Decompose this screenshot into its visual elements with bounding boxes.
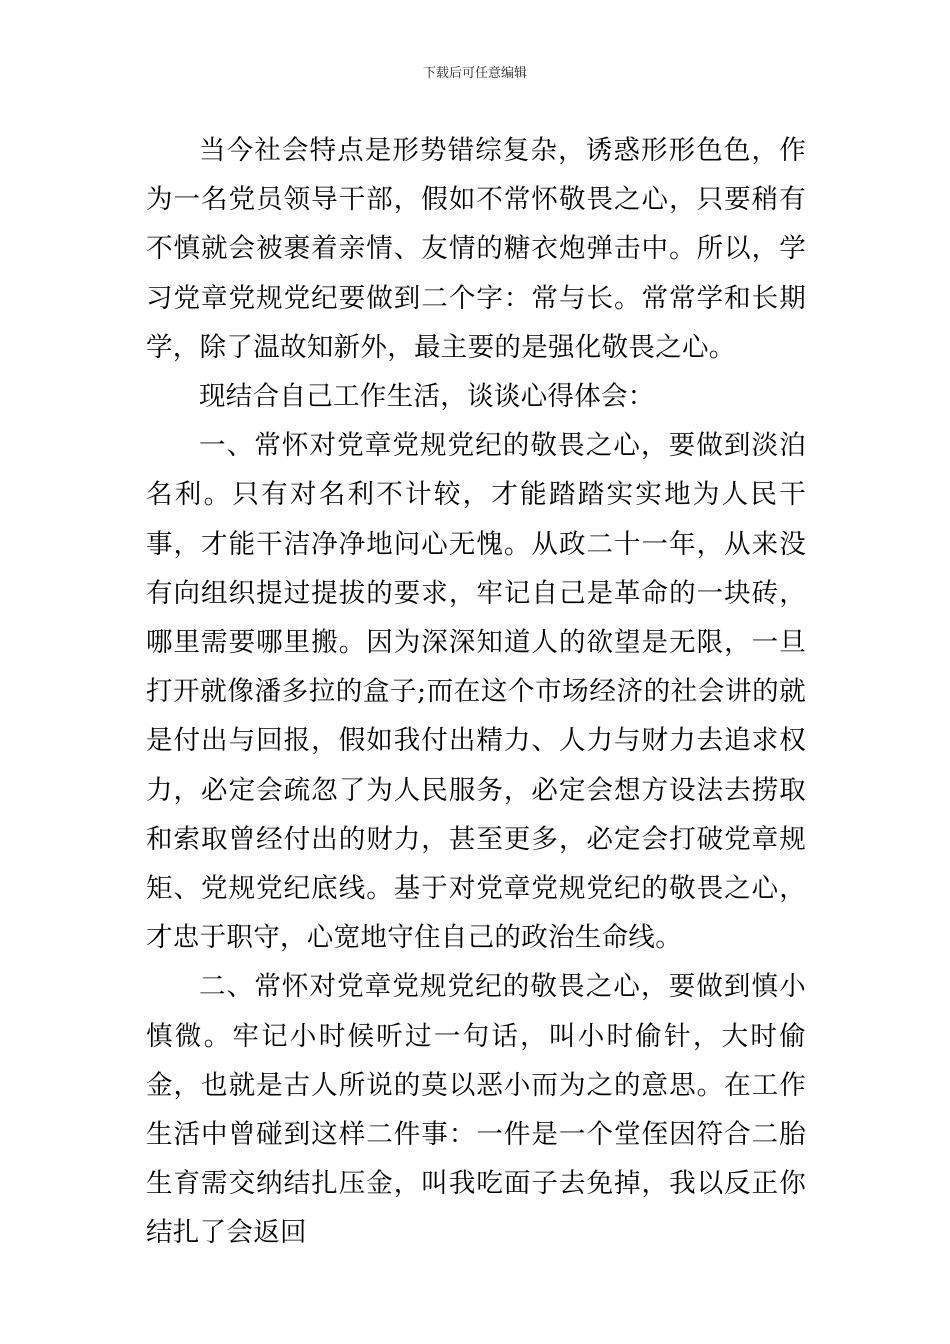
- paragraph: 当今社会特点是形势错综复杂，诱惑形形色色，作为一名党员领导干部，假如不常怀敬畏之心，只要稍有不慎就会被裹着亲情、友情的糖衣炮弹击中。所以，学习党章党规党纪要做到二个字：常与长。常常学和长期学，除了温故知新外，最主要的是强化敬畏之心。: [146, 135, 806, 363]
- page-header: 下载后可任意编辑: [422, 66, 527, 81]
- paragraph: 一、常怀对党章党规党纪的敬畏之心，要做到淡泊名利。只有对名利不计较，才能踏踏实实地为人民干事，才能干洁净净地问心无愧。从政二十一年，从来没有向组织提过提拔的要求，牢记自己是革命的一块砖，哪里需要哪里搬。因为深深知道人的欲望是无限，一旦打开就像潘多拉的盒子;而在这个市场经济的社会讲的就是付出与回报，假如我付出精力、人力与财力去追求权力，必定会疏忽了为人民服务，必定会想方设法去捞取和索取曾经付出的财力，甚至更多，必定会打破党章规矩、党规党纪底线。基于对党章党规党纪的敬畏之心，才忠于职守，心宽地守住自己的政治生命线。: [146, 430, 806, 954]
- paragraph: 二、常怀对党章党规党纪的敬畏之心，要做到慎小慎微。牢记小时候听过一句话，叫小时偷针，大时偷金，也就是古人所说的莫以恶小而为之的意思。在工作生活中曾碰到这样二件事：一件是一个堂侄因符合二胎生育需交纳结扎压金，叫我吃面子去免掉，我以反正你结扎了会返回: [146, 971, 806, 1249]
- document-body: [146, 126, 806, 1258]
- paragraph: 现结合自己工作生活，谈谈心得体会：: [199, 381, 655, 413]
